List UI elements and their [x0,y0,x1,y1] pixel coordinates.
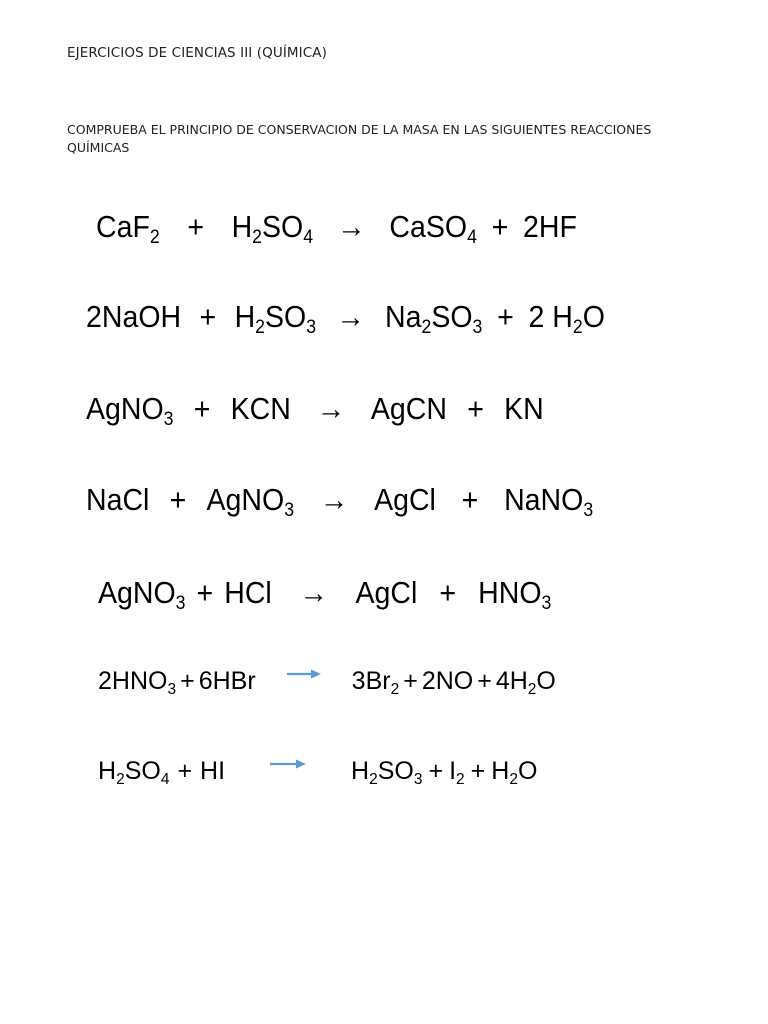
reaction-arrow-icon: → [299,575,328,610]
reactant-formula [224,575,272,610]
formula-text: H [98,757,117,785]
subscript: 3 [284,499,295,521]
formula-text: 2NO [421,667,474,695]
formula-text: HCl [224,575,272,610]
reactant-formula [86,482,149,517]
reactant-formula [206,482,295,521]
formula-text: 2HNO [98,667,168,695]
product-formula [351,667,400,698]
reactant-formula [231,391,291,426]
formula-text: NaCl [86,482,150,517]
formula-text: SO [124,757,161,785]
formula-text: H [491,757,510,785]
subscript: 4 [467,226,477,248]
plus-sign: + [187,209,204,244]
formula-text: O [536,667,556,695]
product-formula [371,391,447,426]
equation-2 [86,299,605,338]
reactant-formula [98,575,186,614]
formula-text: 2HF [523,209,577,244]
formula-text: CaF [96,209,150,244]
reactant-formula [199,667,256,695]
page-title: EJERCICIOS DE CIENCIAS III (QUÍMICA) [67,45,327,61]
formula-text: SO [264,299,307,334]
subscript: 3 [583,499,594,521]
formula-text: 2NaOH [86,299,182,334]
subscript: 2 [149,226,160,248]
formula-text: H [234,299,256,334]
subscript: 2 [509,770,518,788]
equation-3 [86,391,544,430]
subscript: 2 [255,316,265,338]
reactant-formula [86,391,174,430]
plus-sign: + [467,391,484,426]
subscript: 3 [306,316,317,338]
product-formula [422,667,473,695]
product-formula [491,757,538,788]
reaction-arrow-icon: → [319,482,349,517]
plus-sign: + [169,482,187,517]
product-formula [478,575,552,614]
reaction-arrow-icon: → [316,391,346,426]
equation-5 [98,575,552,614]
formula-text: SO [262,209,304,244]
plus-sign: + [193,391,211,426]
formula-text: 6HBr [198,667,256,695]
formula-text: O [582,299,605,334]
formula-text: KN [504,391,544,426]
reaction-arrow-icon: → [336,299,365,334]
product-formula [385,299,483,338]
subscript: 2 [390,680,400,698]
plus-sign: + [403,667,418,695]
formula-text: H [351,757,370,785]
plus-sign: + [491,209,509,244]
formula-text: SO [377,757,414,785]
subscript: 4 [303,226,314,248]
product-formula [374,482,436,517]
reactant-formula [231,209,314,248]
plus-sign: + [461,482,479,517]
subscript: 3 [167,680,177,698]
product-formula [355,575,417,610]
formula-text: AgCl [355,575,418,610]
equation-7 [98,757,538,788]
formula-text: 2 H [528,299,573,334]
reactant-formula [98,757,170,788]
formula-text: AgCN [370,391,447,426]
formula-text: H [231,209,253,244]
product-formula [504,391,544,426]
reaction-arrow-icon [286,667,322,681]
reactant-formula [200,757,225,785]
product-formula [528,299,605,338]
reactant-formula [96,209,160,248]
plus-sign: + [428,757,444,785]
subscript: 2 [456,770,465,788]
subscript: 2 [252,226,263,248]
plus-sign: + [196,575,214,610]
equation-1 [96,209,577,248]
formula-text: AgCl [374,482,436,517]
instruction-text: COMPRUEBA EL PRINCIPIO DE CONSERVACION DE LA MASA EN LAS SIGUIENTES REACCIONES QUÍMICAS [67,122,652,155]
product-formula [504,482,594,521]
formula-text: HNO [478,575,542,610]
formula-text: 3Br [351,667,391,695]
subscript: 2 [369,770,378,788]
formula-text: HI [200,757,226,785]
formula-text: NaNO [504,482,584,517]
plus-sign: + [177,757,193,785]
formula-text: O [517,757,538,785]
subscript: 2 [572,316,583,338]
plus-sign: + [199,299,217,334]
reaction-arrow-icon [269,757,307,771]
formula-text: 4H [495,667,528,695]
product-formula [449,757,465,788]
reactant-formula [98,667,177,698]
subscript: 3 [541,592,552,614]
product-formula [523,209,577,244]
product-formula [389,209,477,248]
subscript: 4 [160,770,170,788]
plus-sign: + [439,575,457,610]
formula-text: Na [385,299,422,334]
formula-text: I [449,757,457,785]
formula-text: AgNO [98,575,176,610]
plus-sign: + [497,299,514,334]
equation-4 [86,482,594,521]
formula-text: AgNO [86,391,164,426]
subscript: 3 [163,408,174,430]
plus-sign: + [477,667,492,695]
formula-text: AgNO [206,482,285,517]
plus-sign: + [470,757,486,785]
product-formula [351,757,423,788]
formula-text: KCN [230,391,291,426]
formula-text: CaSO [389,209,468,244]
reactant-formula [86,299,181,334]
reaction-arrow-icon: → [336,209,366,244]
subscript: 3 [472,316,483,338]
subscript: 2 [116,770,125,788]
subscript: 2 [527,680,537,698]
plus-sign: + [180,667,195,695]
equation-6 [98,667,556,698]
formula-text: SO [431,299,473,334]
subscript: 3 [413,770,423,788]
reactant-formula [234,299,317,338]
subscript: 3 [175,592,186,614]
product-formula [495,667,556,698]
subscript: 2 [421,316,432,338]
